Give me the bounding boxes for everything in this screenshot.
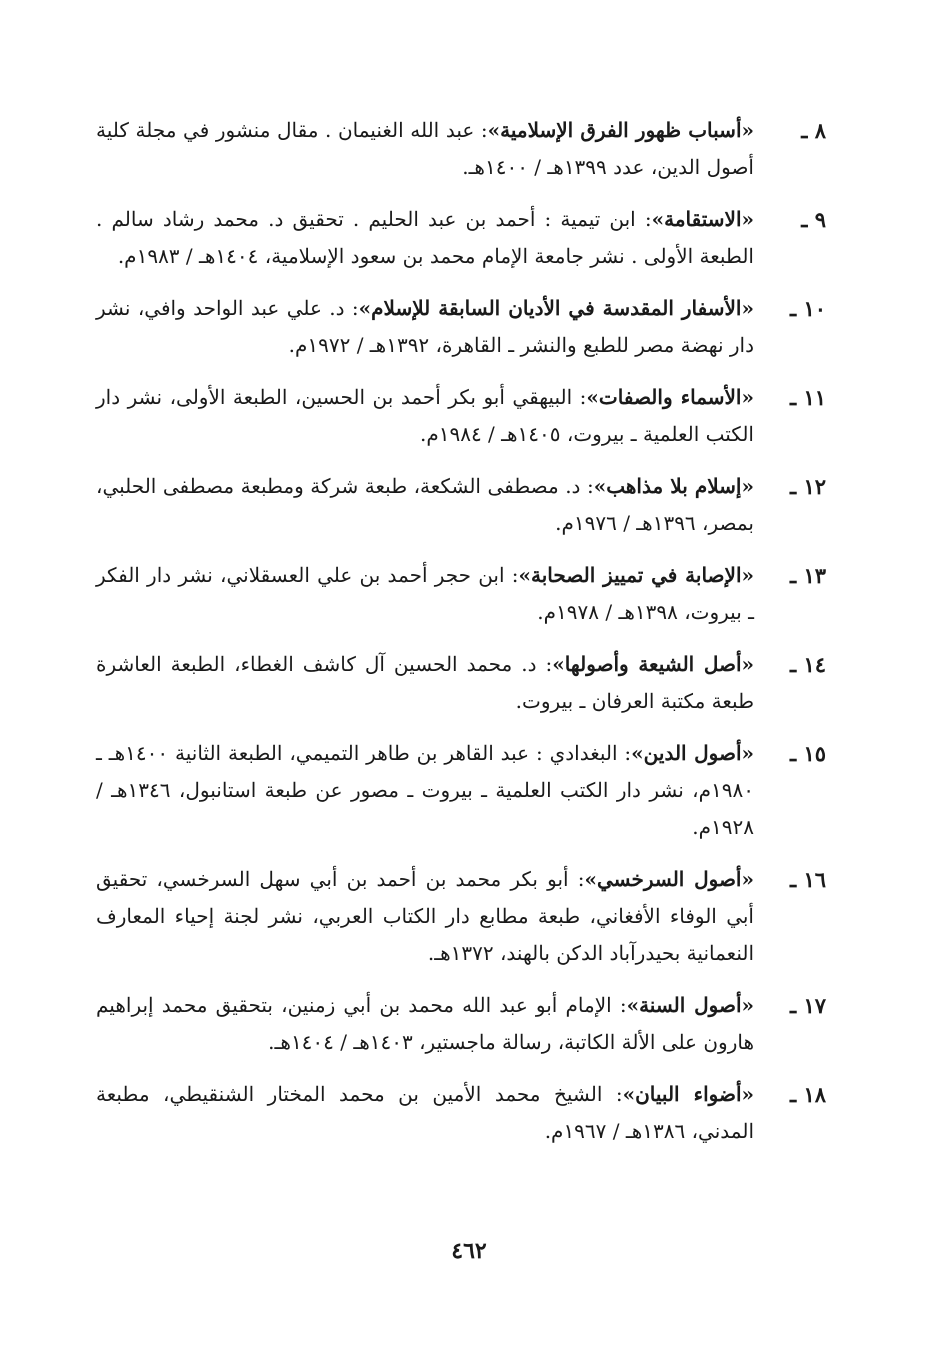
reference-text <box>96 112 754 186</box>
reference-number: ٩ ـ <box>801 207 826 232</box>
reference-details: : البيهقي أبو بكر أحمد بن الحسين، الطبعة الأولى، نشر دار الكتب العلمية ـ بيروت، ١٤٠٥هـ / ١٩٨٤م. <box>96 385 754 446</box>
reference-title: «أسباب ظهور الفرق الإسلامية» <box>487 118 755 142</box>
reference-entry <box>96 646 826 720</box>
reference-details: : د. محمد الحسين آل كاشف الغطاء، الطبعة العاشرة طبعة مكتبة العرفان ـ بيروت. <box>96 652 754 713</box>
reference-text <box>96 201 754 275</box>
reference-entry <box>96 201 826 275</box>
reference-title: «أصول السرخسي» <box>584 867 754 891</box>
reference-title: «أصول الدين» <box>631 741 754 765</box>
reference-number: ١٣ ـ <box>789 563 826 588</box>
reference-entry <box>96 557 826 631</box>
reference-entry <box>96 112 826 186</box>
reference-number: ٨ ـ <box>801 118 826 143</box>
reference-number: ١٧ ـ <box>789 993 826 1018</box>
reference-title: «أصول السنة» <box>626 993 754 1017</box>
reference-text <box>96 735 754 846</box>
reference-details: : أبو بكر محمد بن أحمد بن أبي سهل السرخسي، تحقيق أبي الوفاء الأفغاني، طبعة مطابع دار الكتاب العربي، نشر لجنة إحياء المعارف النعمانية بحيدرآباد الدكن بالهند، ١٣٧٢هـ. <box>96 867 754 965</box>
reference-title: «الإصابة في تمييز الصحابة» <box>518 563 754 587</box>
reference-title: «الأسماء والصفات» <box>586 385 754 409</box>
reference-details: : الإمام أبو عبد الله محمد بن أبي زمنين، بتحقيق محمد إبراهيم هارون على الألة الكاتبة، رسالة ماجستير، ١٤٠٣هـ / ١٤٠٤هـ. <box>96 993 754 1054</box>
reference-details: : البغدادي : عبد القاهر بن طاهر التميمي، الطبعة الثانية ١٤٠٠هـ ـ ١٩٨٠م، نشر دار الكتب العلمية ـ بيروت ـ مصور عن طبعة استانبول، ١٣٤٦هـ / ١٩٢٨م. <box>96 741 754 839</box>
reference-details: : عبد الله الغنيمان . مقال منشور في مجلة كلية أصول الدين، عدد ١٣٩٩هـ / ١٤٠٠هـ. <box>96 118 754 179</box>
reference-number: ١٤ ـ <box>789 652 826 677</box>
reference-number: ١٦ ـ <box>789 867 826 892</box>
reference-entry <box>96 735 826 846</box>
reference-number: ١٢ ـ <box>789 474 826 499</box>
reference-number: ١٥ ـ <box>789 741 826 766</box>
reference-entry <box>96 290 826 364</box>
reference-entry <box>96 987 826 1061</box>
reference-number: ١١ ـ <box>789 385 826 410</box>
reference-text <box>96 290 754 364</box>
reference-details: : د. علي عبد الواحد وافي، نشر دار نهضة مصر للطبع والنشر ـ القاهرة، ١٣٩٢هـ / ١٩٧٢م. <box>96 296 754 357</box>
reference-details: : الشيخ محمد الأمين بن محمد المختار الشنقيطي، مطبعة المدني، ١٣٨٦هـ / ١٩٦٧م. <box>96 1082 754 1143</box>
reference-details: : ابن حجر أحمد بن علي العسقلاني، نشر دار الفكر ـ بيروت، ١٣٩٨هـ / ١٩٧٨م. <box>96 563 754 624</box>
page-number: ٤٦٢ <box>451 1238 487 1264</box>
reference-entry <box>96 861 826 972</box>
reference-entry <box>96 1076 826 1150</box>
reference-text <box>96 379 754 453</box>
reference-title: «الأسفار المقدسة في الأديان السابقة للإسلام» <box>358 296 754 320</box>
reference-text <box>96 646 754 720</box>
reference-text <box>96 1076 754 1150</box>
reference-number: ١٨ ـ <box>789 1082 826 1107</box>
reference-text <box>96 987 754 1061</box>
reference-details: : ابن تيمية : أحمد بن عبد الحليم . تحقيق د. محمد رشاد سالم . الطبعة الأولى . نشر جامعة الإمام محمد بن سعود الإسلامية، ١٤٠٤هـ / ١٩٨٣م. <box>96 207 754 268</box>
reference-title: «الاستقامة» <box>651 207 754 231</box>
reference-text <box>96 468 754 542</box>
reference-title: «إسلام بلا مذاهب» <box>593 474 754 498</box>
reference-list <box>96 112 826 1165</box>
reference-entry <box>96 468 826 542</box>
reference-text <box>96 861 754 972</box>
reference-number: ١٠ ـ <box>789 296 826 321</box>
reference-title: «أصل الشيعة وأصولها» <box>552 652 755 676</box>
reference-details: : د. مصطفى الشكعة، طبعة شركة ومطبعة مصطفى الحلبي، بمصر، ١٣٩٦هـ / ١٩٧٦م. <box>96 474 754 535</box>
reference-title: «أضواء البيان» <box>622 1082 755 1106</box>
reference-text <box>96 557 754 631</box>
reference-entry <box>96 379 826 453</box>
